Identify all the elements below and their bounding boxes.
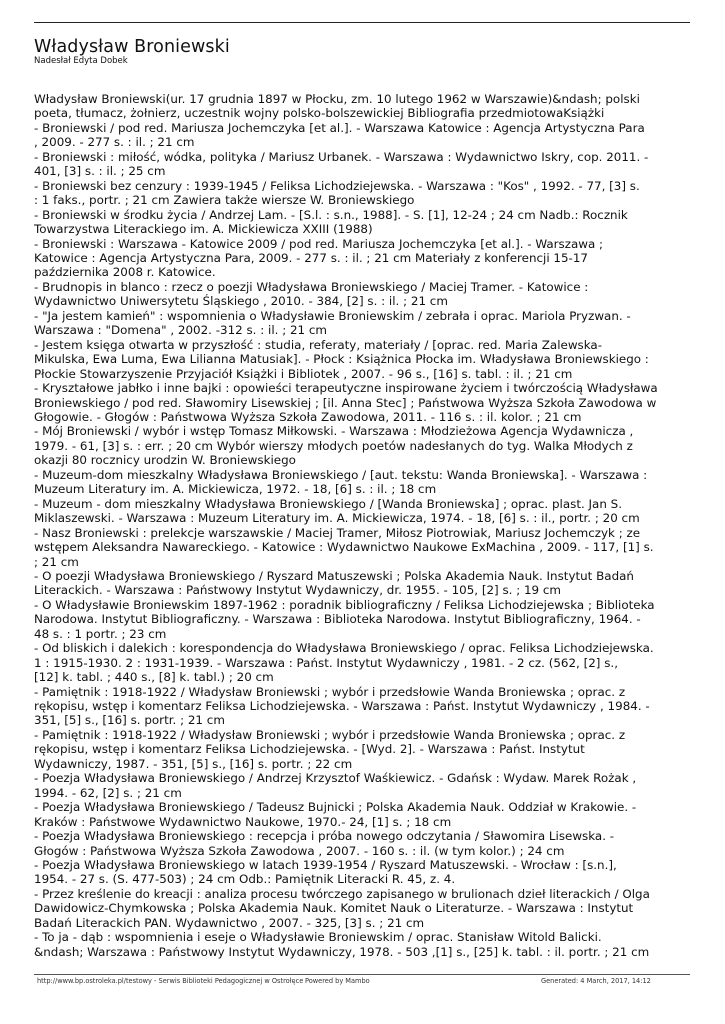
body-text-line: - Poezja Władysława Broniewskiego / Andrzej Krzysztof Waśkiewicz. - Gdańsk : Wydaw. Marek Rożak ,	[34, 771, 637, 786]
body-text-line: , 2009. - 277 s. : il. ; 21 cm	[34, 135, 195, 150]
top-rule	[34, 22, 690, 23]
body-text-line: - Muzeum - dom mieszkalny Władysława Broniewskiego / [Wanda Broniewska] ; oprac. plast. Jan S.	[34, 496, 622, 511]
body-text-line: 1 : 1915-1930. 2 : 1931-1939. - Warszawa : Państ. Instytut Wydawniczy , 1981. - 2 cz. (562, [2] s.,	[34, 655, 618, 670]
body-text-line: [12] k. tabl. ; 440 s., [8] k. tabl.) ; 20 cm	[34, 670, 274, 685]
body-text-line: - "Ja jestem kamień" : wspomnienia o Władysławie Broniewskim / zebrała i oprac. Mariola Pryzwan. -	[34, 308, 631, 323]
body-text-line: 48 s. : 1 portr. ; 23 cm	[34, 626, 167, 641]
body-text-line: Katowice : Agencja Artystyczna Para, 2009. - 277 s. : il. ; 21 cm Materiały z konferencji 15-17	[34, 250, 588, 265]
footer-powered-by: Powered by Mambo	[305, 977, 370, 985]
body-text-line: Płockie Stowarzyszenie Przyjaciół Książki i Bibliotek , 2007. - 96 s., [16] s. tabl. : il. ; 21 cm	[34, 366, 573, 381]
author-line: Nadesłał Edyta Dobek	[34, 56, 128, 66]
body-text-line: - Brudnopis in blanco : rzecz o poezji Władysława Broniewskiego / Maciej Tramer. - Katowice :	[34, 279, 589, 294]
body-text-line: Wydawniczy, 1987. - 351, [5] s., [16] s. portr. ; 22 cm	[34, 756, 353, 771]
body-text-line: ; 21 cm	[34, 554, 79, 569]
footer-generated-date: Generated: 4 March, 2017, 14:12	[541, 977, 651, 985]
body-text-line: - To ja - dąb : wspomnienia i eseje o Władysławie Broniewskim / oprac. Stanisław Witold Balicki.	[34, 930, 602, 945]
footer-site-url[interactable]: http://www.bp.ostroleka.pl/testowy - Serwis Biblioteki Pedagogicznej w Ostrołęce	[37, 977, 304, 985]
body-text-line: - Muzeum-dom mieszkalny Władysława Broniewskiego / [aut. tekstu: Wanda Broniewska]. - Warszawa :	[34, 467, 648, 482]
body-text-line: - O Władysławie Broniewskim 1897-1962 : poradnik bibliograficzny / Feliksa Lichodziejewska ; Biblioteka	[34, 597, 655, 612]
body-text-line: Literackich. - Warszawa : Państwowy Instytut Wydawniczy, dr. 1955. - 105, [2] s. ; 19 cm	[34, 583, 562, 598]
body-text-line: - Broniewski : Warszawa - Katowice 2009 / pod red. Mariusza Jochemczyka [et al.]. - Warszawa ;	[34, 236, 604, 251]
body-text-line: Warszawa : "Domena" , 2002. -312 s. : il. ; 21 cm	[34, 323, 328, 338]
article-body	[34, 92, 698, 959]
body-text-line: - Mój Broniewski / wybór i wstęp Tomasz Miłkowski. - Warszawa : Młodzieżowa Agencja Wydawnicza ,	[34, 424, 634, 439]
body-text-line: - Nasz Broniewski : prelekcje warszawskie / Maciej Tramer, Miłosz Piotrowiak, Mariusz Jochemczyk ; ze	[34, 525, 641, 540]
body-text-line: - Broniewski : miłość, wódka, polityka / Mariusz Urbanek. - Warszawa : Wydawnictwo Iskry, cop. 2011. -	[34, 149, 649, 164]
body-text-line: 401, [3] s. : il. ; 25 cm	[34, 164, 166, 179]
body-text-line: Władysław Broniewski(ur. 17 grudnia 1897 w Płocku, zm. 10 lutego 1962 w Warszawie)&ndash; polski	[34, 92, 640, 106]
body-text-line: - Broniewski bez cenzury : 1939-1945 / Feliksa Lichodziejewska. - Warszawa : "Kos" , 1992. - 77, [3] s.	[34, 178, 640, 193]
body-text-line: Dawidowicz-Chymkowska ; Polska Akademia Nauk. Komitet Nauk o Literaturze. - Warszawa : Instytut	[34, 901, 634, 916]
body-text-line: Broniewskiego / pod red. Sławomiry Lisewskiej ; [il. Anna Stec] ; Państwowa Wyższa Szkoła Zawodowa w	[34, 395, 657, 410]
body-text-line: Miklaszewski. - Warszawa : Muzeum Literatury im. A. Mickiewicza, 1974. - 18, [6] s. : il., portr. ; 20 cm	[34, 511, 640, 526]
body-text-line: - Kryształowe jabłko i inne bajki : opowieści terapeutyczne inspirowane życiem i twórczością Władysława	[34, 381, 658, 396]
body-text-line: października 2008 r. Katowice.	[34, 265, 216, 280]
body-text-line: - Poezja Władysława Broniewskiego w latach 1939-1954 / Ryszard Matuszewski. - Wrocław : [s.n.],	[34, 858, 617, 873]
body-text-line: - Jestem księga otwarta w przyszłość : studia, referaty, materiały / [oprac. red. Maria Zalewska-	[34, 337, 603, 352]
body-text-line: Kraków : Państwowe Wydawnictwo Naukowe, 1970.- 24, [1] s. ; 18 cm	[34, 814, 452, 829]
footer-rule	[34, 974, 690, 975]
body-text-line: Wydawnictwo Uniwersytetu Śląskiego , 2010. - 384, [2] s. : il. ; 21 cm	[34, 294, 448, 309]
body-text-line: - Przez kreślenie do kreacji : analiza procesu twórczego zapisanego w brulionach dzieł literackich / Olga	[34, 886, 650, 901]
body-text-line: : 1 faks., portr. ; 21 cm Zawiera także wiersze W. Broniewskiego	[34, 193, 415, 208]
body-text-line: &ndash; Warszawa : Państwowy Instytut Wydawniczy, 1978. - 503 ,[1] s., [25] k. tabl. : il. portr. ; 21 cm	[34, 944, 650, 959]
body-text-line: - Broniewski w środku życia / Andrzej Lam. - [S.l. : s.n., 1988]. - S. [1], 12-24 ; 24 cm Nadb.: Rocznik	[34, 207, 628, 222]
body-text-line: Badań Literackich PAN. Wydawnictwo , 2007. - 325, [3] s. ; 21 cm	[34, 915, 425, 930]
body-text-line: 1979. - 61, [3] s. : err. ; 20 cm Wybór wierszy młodych poetów nadesłanych do tyg. Walka Młodych z	[34, 438, 633, 453]
body-text-line: - Pamiętnik : 1918-1922 / Władysław Broniewski ; wybór i przedsłowie Wanda Broniewska ; oprac. z	[34, 684, 626, 699]
body-text-line: Głogowie. - Głogów : Państwowa Wyższa Szkoła Zawodowa, 2011. - 116 s. : il. kolor. ; 21 cm	[34, 409, 582, 424]
body-text-line: Muzeum Literatury im. A. Mickiewicza, 1972. - 18, [6] s. : il. ; 18 cm	[34, 482, 437, 497]
body-text-line: Towarzystwa Literackiego im. A. Mickiewicza XXIII (1988)	[34, 222, 373, 237]
body-text-line: 351, [5] s., [16] s. portr. ; 21 cm	[34, 713, 225, 728]
body-text-line: wstępem Aleksandra Nawareckiego. - Katowice : Wydawnictwo Naukowe ExMachina , 2009. - 117, [1] s.	[34, 540, 654, 555]
body-text-line: poeta, tłumacz, żołnierz, uczestnik wojny polsko-bolszewickiej Bibliografia przedmiotowaKsiążki	[34, 106, 605, 121]
body-text-line: - Poezja Władysława Broniewskiego / Tadeusz Bujnicki ; Polska Akademia Nauk. Oddział w Krakowie. -	[34, 800, 637, 815]
body-text-line: rękopisu, wstęp i komentarz Feliksa Lichodziejewska. - Warszawa : Państ. Instytut Wydawniczy , 1984. -	[34, 699, 650, 714]
body-text-line: - Broniewski / pod red. Mariusza Jochemczyka [et al.]. - Warszawa Katowice : Agencja Artystyczna Para	[34, 120, 645, 135]
body-text-line: - Od bliskich i dalekich : korespondencja do Władysława Broniewskiego / oprac. Feliksa Lichodziejewska.	[34, 641, 654, 656]
body-text-line: 1954. - 27 s. (S. 477-503) ; 24 cm Odb.: Pamiętnik Literacki R. 45, z. 4.	[34, 872, 456, 887]
body-text-line: - O poezji Władysława Broniewskiego / Ryszard Matuszewski ; Polska Akademia Nauk. Instytut Badań	[34, 568, 634, 583]
body-text-line: - Poezja Władysława Broniewskiego : recepcja i próba nowego odczytania / Sławomira Lisewska. -	[34, 829, 615, 844]
body-text-line: rękopisu, wstęp i komentarz Feliksa Lichodziejewska. - [Wyd. 2]. - Warszawa : Państ. Instytut	[34, 742, 585, 757]
body-text-line: Mikulska, Ewa Luma, Ewa Lilianna Matusiak]. - Płock : Książnica Płocka im. Władysława Broniewskiego :	[34, 352, 649, 367]
page-title: Władysław Broniewski	[34, 37, 230, 57]
body-text-line: okazji 80 rocznicy urodzin W. Broniewskiego	[34, 453, 296, 468]
body-text-line: - Pamiętnik : 1918-1922 / Władysław Broniewski ; wybór i przedsłowie Wanda Broniewska ; oprac. z	[34, 727, 626, 742]
body-text-line: 1994. - 62, [2] s. ; 21 cm	[34, 785, 182, 800]
body-text-line: Głogów : Państwowa Wyższa Szkoła Zawodowa , 2007. - 160 s. : il. (w tym kolor.) ; 24 cm	[34, 843, 565, 858]
body-text-line: Narodowa. Instytut Bibliograficzny. - Warszawa : Biblioteka Narodowa. Instytut Bibliograficzny, 1964. -	[34, 612, 641, 627]
